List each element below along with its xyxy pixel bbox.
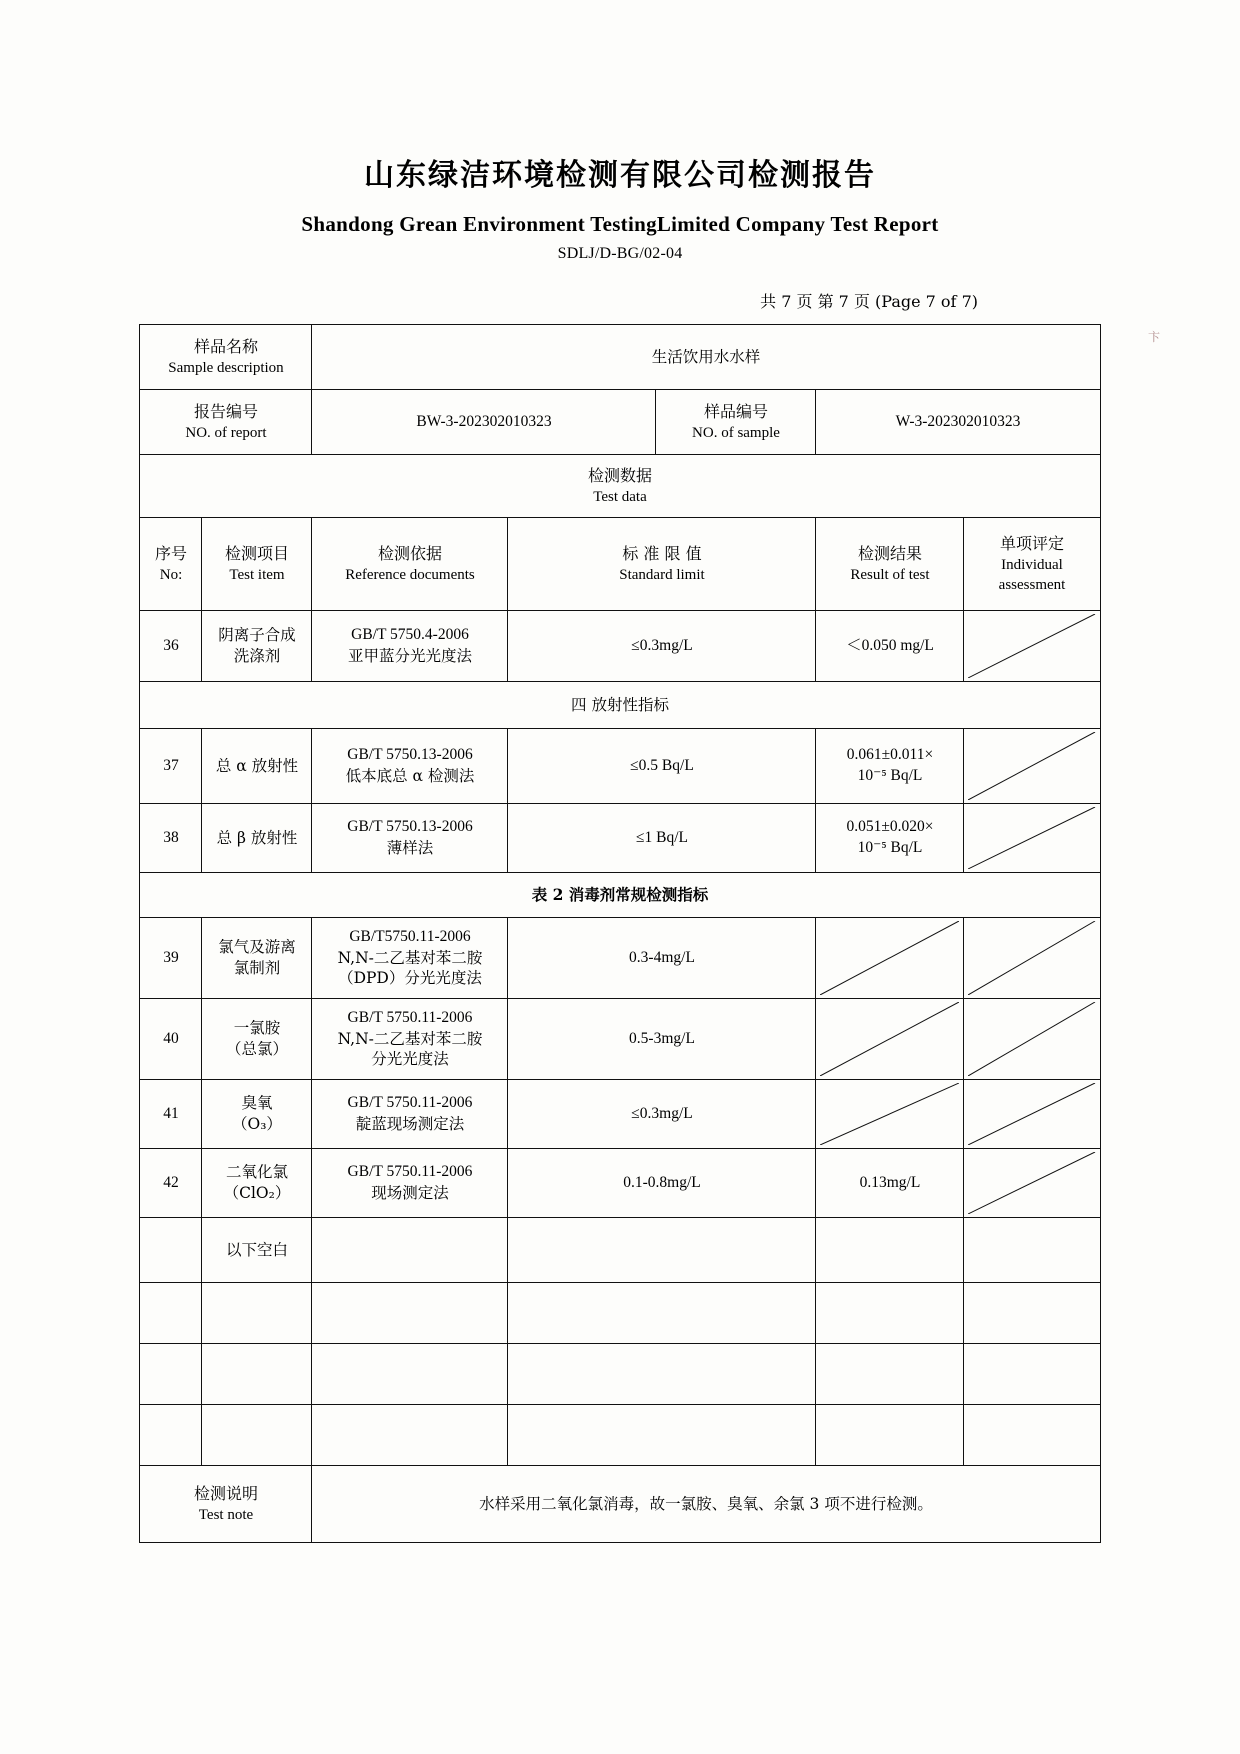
report-header [0,0,1240,263]
col-header-assessment: 单项评定 Individual assessment [964,518,1100,611]
row-no-empty [140,1283,202,1344]
table-row [140,611,1100,682]
page-corner-mark: 卞 [1147,330,1160,344]
row-no: 36 [140,611,202,682]
row-reference: GB/T 5750.13-2006 薄样法 [312,804,508,873]
row-reference-empty [312,1344,508,1405]
row-reference-empty [312,1218,508,1283]
table-row-test-data-header [140,455,1100,518]
row-reference-empty [312,1405,508,1466]
row-reference: GB/T 5750.11-2006 N,N-二乙基对苯二胺 分光光度法 [312,999,508,1080]
row-standard-limit-empty [508,1344,816,1405]
row-reference: GB/T 5750.4-2006 亚甲蓝分光光度法 [312,611,508,682]
col-header-no: 序号 No: [140,518,202,611]
table-row-empty [140,1405,1100,1466]
row-no: 37 [140,729,202,804]
section-heading-row [140,682,1100,729]
row-standard-limit: ≤0.5 Bq/L [508,729,816,804]
row-reference-empty [312,1283,508,1344]
report-no-value: BW-3-202302010323 [312,390,656,455]
row-no-empty [140,1344,202,1405]
page-number: 共 7 页 第 7 页 (Page 7 of 7) [760,292,978,311]
row-standard-limit-empty [508,1218,816,1283]
row-standard-limit-empty [508,1283,816,1344]
row-assessment [964,729,1100,804]
blank-below-label: 以下空白 [202,1218,312,1283]
sample-description-label: 样品名称 Sample description [140,325,312,390]
row-result: 0.061±0.011× 10⁻⁵ Bq/L [816,729,964,804]
row-result [816,1080,964,1149]
row-assessment [964,1149,1100,1218]
table-row [140,999,1100,1080]
section-table2: 表 2 消毒剂常规检测指标 [140,873,1100,918]
row-result [816,999,964,1080]
row-reference: GB/T 5750.11-2006 现场测定法 [312,1149,508,1218]
row-reference: GB/T5750.11-2006 N,N-二乙基对苯二胺 （DPD）分光光度法 [312,918,508,999]
table-row-blank-below [140,1218,1100,1283]
table-row-empty [140,1283,1100,1344]
row-test-item: 阴离子合成 洗涤剂 [202,611,312,682]
report-no-label: 报告编号 NO. of report [140,390,312,455]
row-test-item: 总 β 放射性 [202,804,312,873]
table-row [140,729,1100,804]
row-test-item: 臭氧 （O₃） [202,1080,312,1149]
row-no: 40 [140,999,202,1080]
table-row [140,1080,1100,1149]
row-result-empty [816,1405,964,1466]
row-assessment-empty [964,1283,1100,1344]
table-header-row [140,518,1100,611]
row-no: 39 [140,918,202,999]
row-reference: GB/T 5750.13-2006 低本底总 α 检测法 [312,729,508,804]
col-header-result: 检测结果 Result of test [816,518,964,611]
row-assessment [964,1080,1100,1149]
row-no: 41 [140,1080,202,1149]
row-no-empty [140,1405,202,1466]
row-standard-limit: 0.1-0.8mg/L [508,1149,816,1218]
row-assessment [964,918,1100,999]
row-result-empty [816,1283,964,1344]
row-standard-limit: 0.3-4mg/L [508,918,816,999]
report-table [139,324,1100,1543]
row-no-empty [140,1218,202,1283]
report-title-cn: 山东绿洁环境检测有限公司检测报告 [364,158,876,193]
test-note-label: 检测说明 Test note [140,1466,312,1543]
table-row-report-numbers [140,390,1100,455]
sample-no-value: W-3-202302010323 [816,390,1100,455]
table-row [140,804,1100,873]
row-reference: GB/T 5750.11-2006 靛蓝现场测定法 [312,1080,508,1149]
table-row-sample-description [140,325,1100,390]
col-header-reference: 检测依据 Reference documents [312,518,508,611]
row-test-item: 总 α 放射性 [202,729,312,804]
table-row-test-note [140,1466,1100,1543]
row-assessment-empty [964,1344,1100,1405]
row-standard-limit: ≤1 Bq/L [508,804,816,873]
test-note-text: 水样采用二氧化氯消毒，故一氯胺、臭氧、余氯 3 项不进行检测。 [312,1466,1100,1543]
row-test-item-empty [202,1344,312,1405]
row-assessment-empty [964,1405,1100,1466]
sample-description-value: 生活饮用水水样 [312,325,1100,390]
row-assessment [964,611,1100,682]
row-standard-limit-empty [508,1405,816,1466]
test-data-header: 检测数据 Test data [140,455,1100,518]
row-test-item-empty [202,1283,312,1344]
table2-heading-row [140,873,1100,918]
row-result: ＜0.050 mg/L [816,611,964,682]
row-test-item: 二氧化氯 （ClO₂） [202,1149,312,1218]
row-standard-limit: ≤0.3mg/L [508,611,816,682]
row-assessment [964,999,1100,1080]
row-assessment [964,804,1100,873]
row-result: 0.051±0.020× 10⁻⁵ Bq/L [816,804,964,873]
row-test-item: 氯气及游离 氯制剂 [202,918,312,999]
col-header-test-item: 检测项目 Test item [202,518,312,611]
row-no: 42 [140,1149,202,1218]
document-code: SDLJ/D-BG/02-04 [557,245,683,262]
row-result-empty [816,1344,964,1405]
sample-no-label: 样品编号 NO. of sample [656,390,816,455]
row-no: 38 [140,804,202,873]
table-row-empty [140,1344,1100,1405]
row-result-empty [816,1218,964,1283]
table-row [140,918,1100,999]
col-header-standard-limit: 标 准 限 值 Standard limit [508,518,816,611]
row-result: 0.13mg/L [816,1149,964,1218]
row-test-item-empty [202,1405,312,1466]
row-assessment-empty [964,1218,1100,1283]
row-result [816,918,964,999]
table-row [140,1149,1100,1218]
row-standard-limit: 0.5-3mg/L [508,999,816,1080]
row-standard-limit: ≤0.3mg/L [508,1080,816,1149]
row-test-item: 一氯胺 （总氯） [202,999,312,1080]
report-title-en: Shandong Grean Environment TestingLimited Company Test Report [301,212,939,236]
section-radioactivity: 四 放射性指标 [140,682,1100,729]
